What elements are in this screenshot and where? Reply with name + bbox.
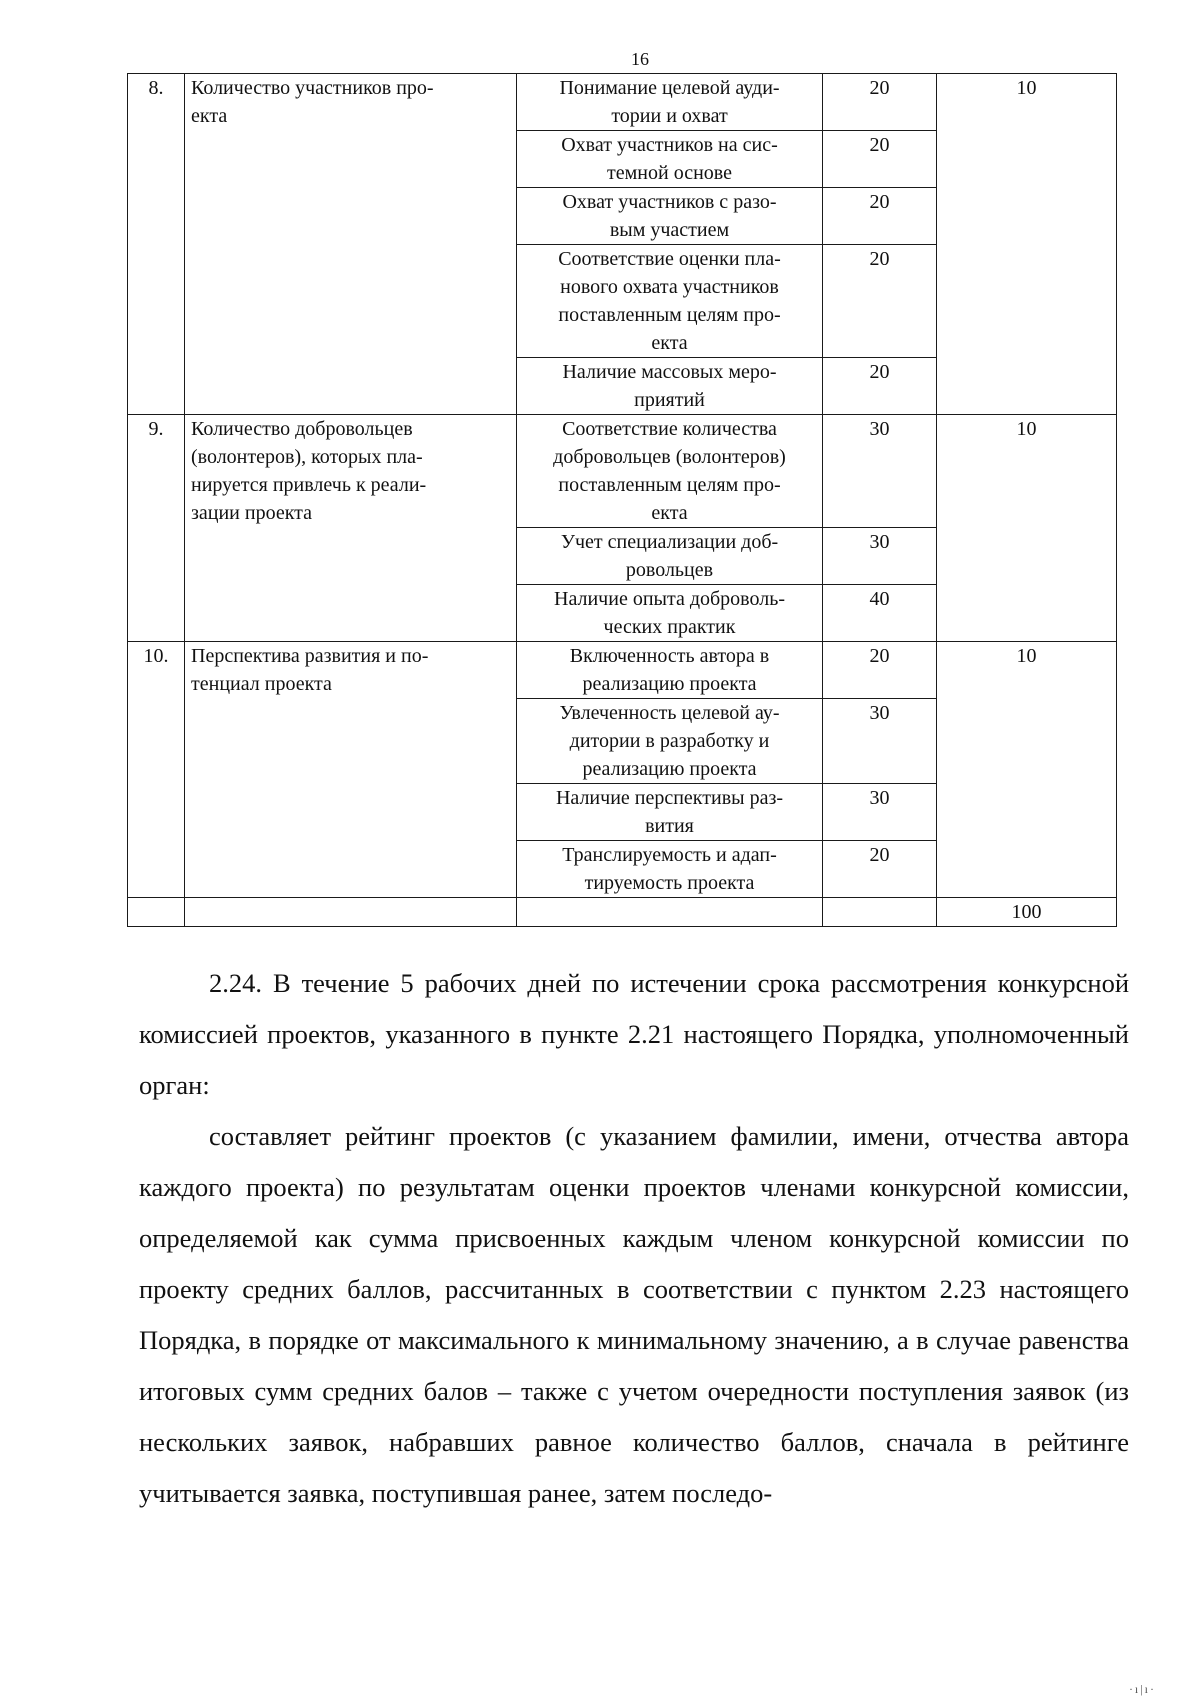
total-weight-cell: 100 [937,898,1117,927]
criterion-number-cell: 10. [128,642,185,898]
subcriterion-cell: Наличие перспективы раз- вития [517,784,823,841]
subcriterion-score-cell: 40 [823,585,937,642]
total-number-cell [128,898,185,927]
criterion-weight-cell: 10 [937,74,1117,415]
table-row [128,642,1117,699]
subcriterion-score-cell: 30 [823,699,937,784]
subcriterion-score-cell: 20 [823,642,937,699]
criterion-number-cell: 8. [128,74,185,415]
scan-artifact-marks: ·ı|ı· [1128,1682,1156,1696]
subcriterion-score-cell: 20 [823,131,937,188]
paragraph-rating: составляет рейтинг проектов (с указанием фамилии, имени, отчества автора каждого проекта) по результатам оценки проектов членами конкурсной комиссии, определяемой как сумма присвоенных каждым членом конкурсной комиссии по проекту средних баллов, рассчитанных в соответствии с пунктом 2.23 настоящего Порядка, в порядке от максимального к минимальному значению, а в случае равенства итоговых сумм средних балов – также с учетом очередности поступления заявок (из нескольких заявок, набравших равное количество баллов, сначала в рейтинге учитывается заявка, поступившая ранее, затем последо- [139,1121,1129,1508]
subcriterion-cell: Включенность автора в реализацию проекта [517,642,823,699]
subcriterion-score-cell: 20 [823,841,937,898]
table-row [128,74,1117,131]
subcriterion-score-cell: 30 [823,415,937,528]
subcriterion-score-cell: 20 [823,188,937,245]
criteria-table [127,73,1117,927]
subcriterion-cell: Транслируемость и адап- тируемость проекта [517,841,823,898]
criterion-weight-cell: 10 [937,642,1117,898]
total-row [128,898,1117,927]
subcriterion-cell: Охват участников с разо- вым участием [517,188,823,245]
subcriterion-score-cell: 30 [823,528,937,585]
subcriterion-cell: Наличие опыта доброволь- ческих практик [517,585,823,642]
subcriterion-cell: Увлеченность целевой ау- дитории в разработку и реализацию проекта [517,699,823,784]
table-row [128,415,1117,528]
subcriterion-score-cell: 20 [823,358,937,415]
body-text [139,958,1129,1519]
subcriterion-cell: Соответствие оценки пла- нового охвата участников поставленным целям про- екта [517,245,823,358]
criterion-number-cell: 9. [128,415,185,642]
criterion-weight-cell: 10 [937,415,1117,642]
criteria-table-body [128,74,1117,927]
subcriterion-cell: Соответствие количества добровольцев (волонтеров) поставленным целям про- екта [517,415,823,528]
criterion-name-cell: Количество участников про- екта [185,74,517,415]
subcriterion-cell: Учет специализации доб- ровольцев [517,528,823,585]
paragraph-2-24: 2.24. В течение 5 рабочих дней по истечении срока рассмотрения конкурсной комиссией проектов, указанного в пункте 2.21 настоящего Порядка, уполномоченный орган: [139,968,1129,1100]
criterion-name-cell: Перспектива развития и по- тенциал проекта [185,642,517,898]
subcriterion-cell: Понимание целевой ауди- тории и охват [517,74,823,131]
page-number: 16 [631,49,649,69]
subcriterion-score-cell: 20 [823,74,937,131]
subcriterion-cell: Охват участников на сис- темной основе [517,131,823,188]
total-criterion-cell [185,898,517,927]
criterion-name-cell: Количество добровольцев (волонтеров), которых пла- нируется привлечь к реали- зации проекта [185,415,517,642]
subcriterion-cell: Наличие массовых меро- приятий [517,358,823,415]
subcriterion-score-cell: 30 [823,784,937,841]
total-score-cell [823,898,937,927]
subcriterion-score-cell: 20 [823,245,937,358]
total-subcriterion-cell [517,898,823,927]
